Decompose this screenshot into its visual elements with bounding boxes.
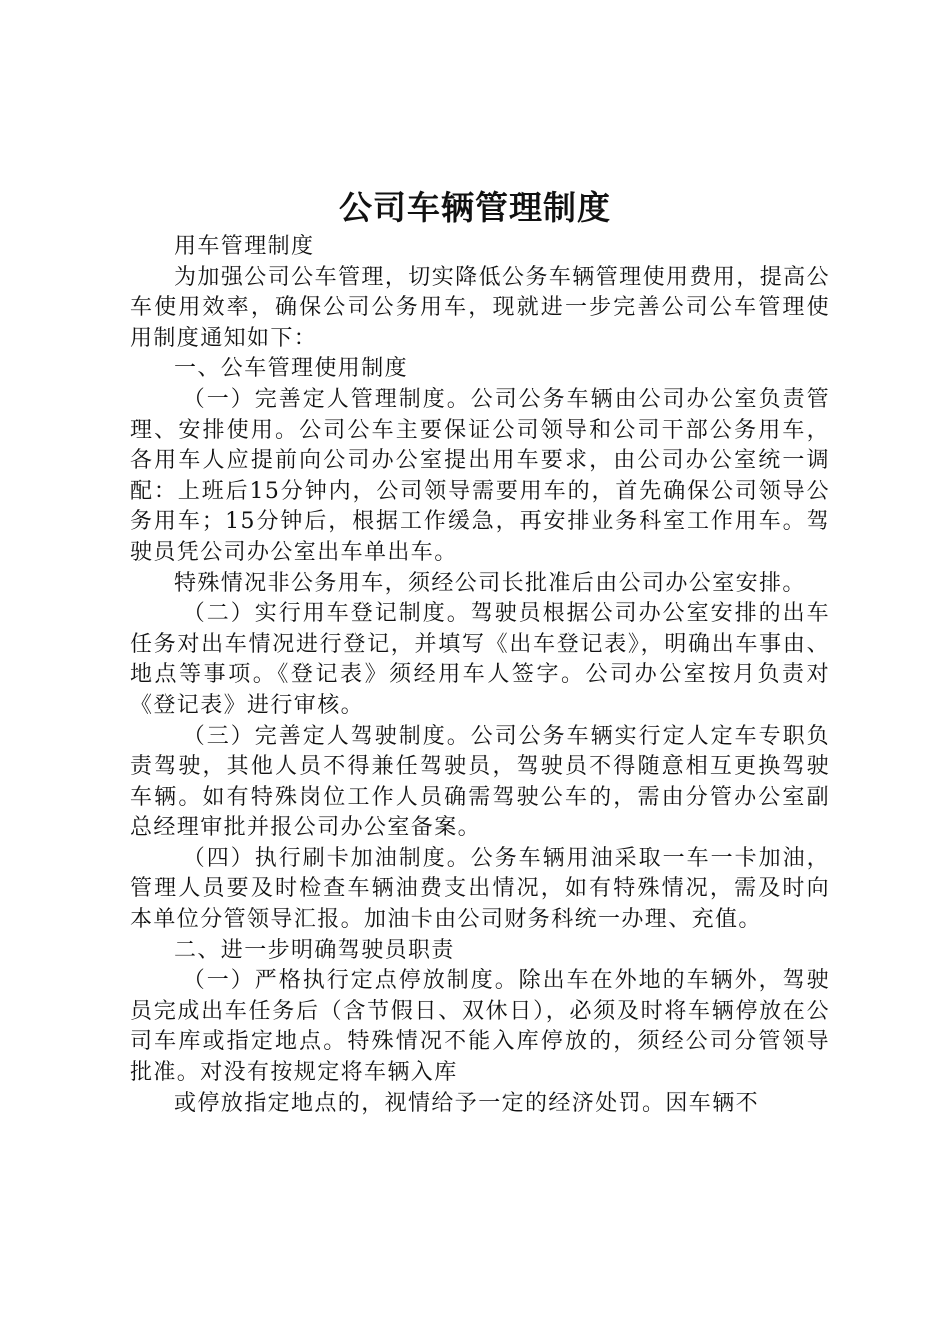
document-title: 公司车辆管理制度 [339, 188, 611, 227]
paragraph-intro: 为加强公司公车管理，切实降低公务车辆管理使用费用，提高公车使用效率，确保公司公务用车，现就进一步完善公司公车管理使用制度通知如下： [130, 264, 830, 351]
paragraph-1-3: （三）完善定人驾驶制度。公司公务车辆实行定人定车专职负责驾驶，其他人员不得兼任驾驶员，驾驶员不得随意相互更换驾驶车辆。如有特殊岗位工作人员确需驾驶公车的，需由分管办公室副总经理审批并报公司办公室备案。 [130, 723, 830, 841]
section-heading-2: 二、进一步明确驾驶员职责 [174, 937, 455, 963]
paragraph-1-4: （四）执行刷卡加油制度。公务车辆用油采取一车一卡加油，管理人员要及时检查车辆油费支出情况，如有特殊情况，需及时向本单位分管领导汇报。加油卡由公司财务科统一办理、充值。 [130, 845, 830, 933]
paragraph-1-2: （二）实行用车登记制度。驾驶员根据公司办公室安排的出车任务对出车情况进行登记，并填写《出车登记表》，明确出车事由、地点等事项。《登记表》须经用车人签字。公司办公室按月负责对《登记表》进行审核。 [130, 601, 830, 718]
section-heading-1: 一、公车管理使用制度 [174, 356, 409, 382]
paragraph-continued: 或停放指定地点的，视情给予一定的经济处罚。因车辆不 [174, 1090, 760, 1116]
paragraph-heading-vehicle-rules: 用车管理制度 [174, 234, 315, 259]
paragraph-1-1: （一）完善定人管理制度。公司公务车辆由公司办公室负责管理、安排使用。公司公车主要保证公司领导和公司干部公务用车，各用车人应提前向公司办公室提出用车要求，由公司办公室统一调配：上班后15分钟内，公司领导需要用车的，首先确保公司领导公务用车；15分钟后，根据工作缓急，再安排业务科室工作用车。驾驶员凭公司办公室出车单出车。 [130, 386, 830, 565]
paragraph-special-case: 特殊情况非公务用车，须经公司长批准后由公司办公室安排。 [174, 570, 806, 596]
paragraph-2-1: （一）严格执行定点停放制度。除出车在外地的车辆外，驾驶员完成出车任务后（含节假日、双休日），必须及时将车辆停放在公司车库或指定地点。特殊情况不能入库停放的，须经公司分管领导批准。对没有按规定将车辆入库 [130, 968, 830, 1086]
document-body [130, 232, 830, 1119]
